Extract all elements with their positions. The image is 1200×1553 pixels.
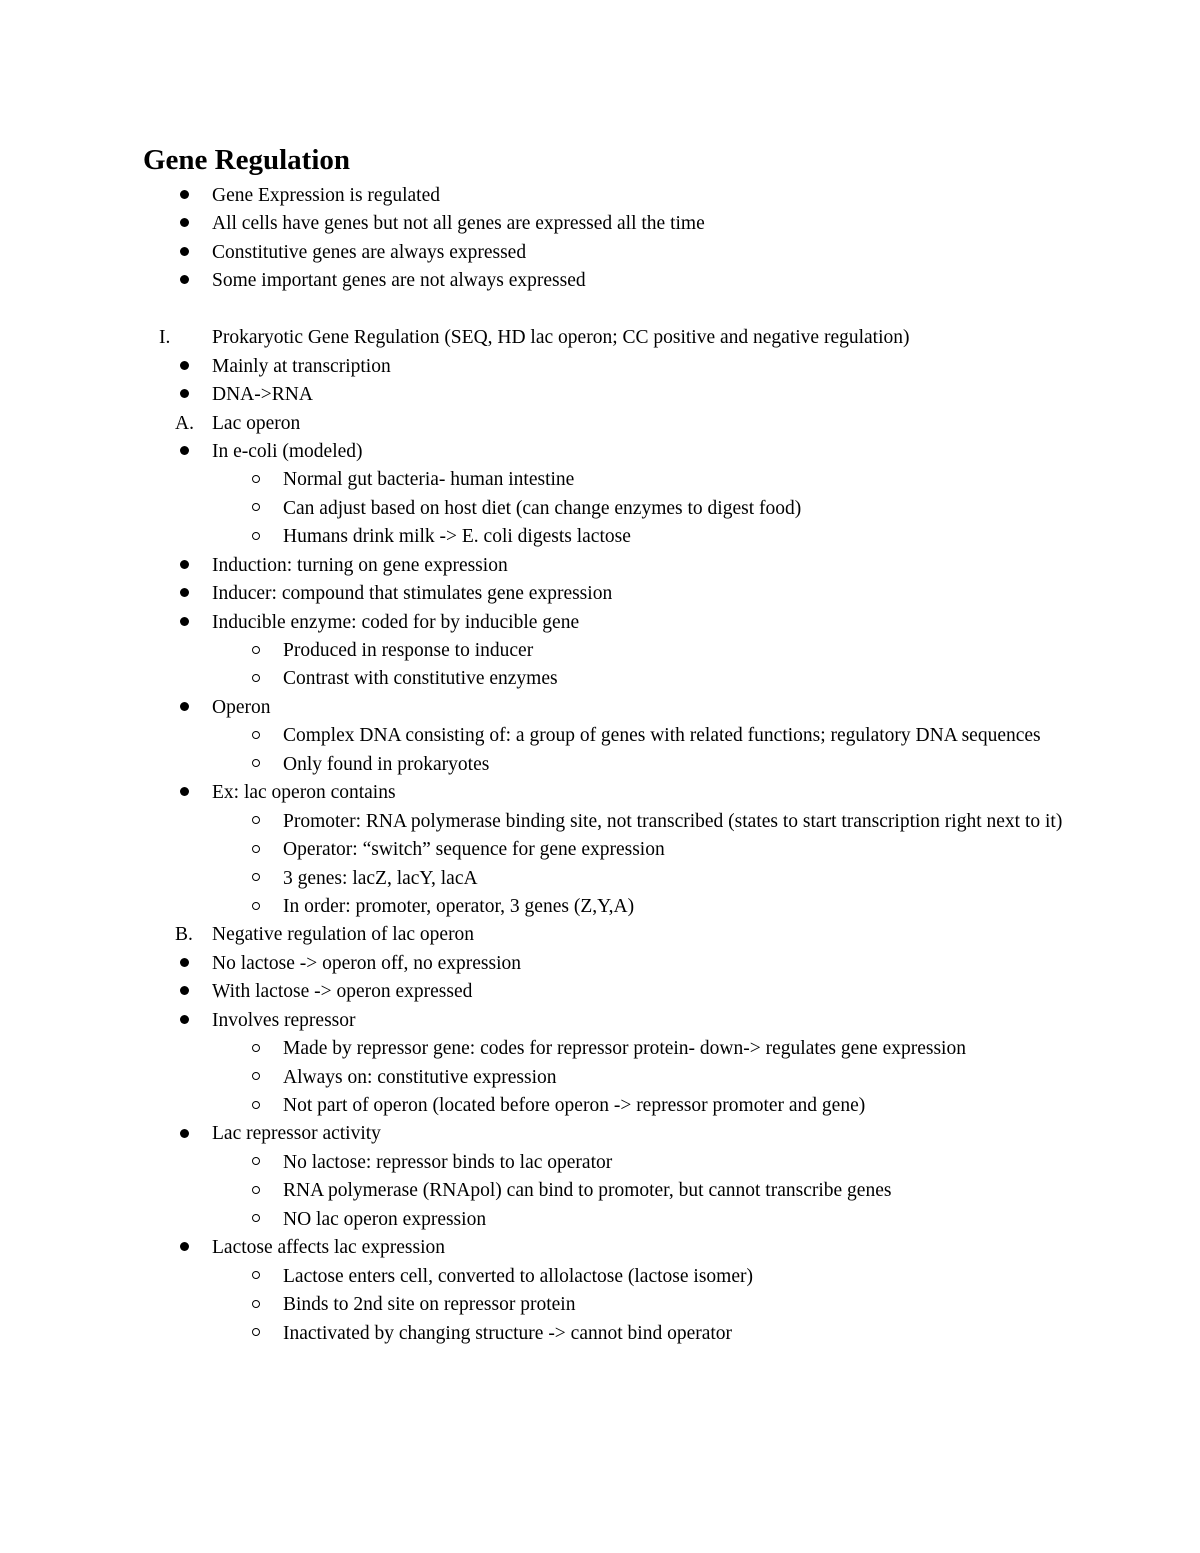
list-item-text: Complex DNA consisting of: a group of genes with related functions; regulatory DNA sequences	[283, 725, 1041, 747]
bullet-icon	[173, 694, 195, 722]
hollow-bullet-icon	[246, 466, 266, 494]
hollow-bullet-icon	[246, 1320, 266, 1348]
bullet-icon	[173, 580, 195, 608]
sub-list-item	[0, 466, 1200, 494]
list-marker: I.	[159, 327, 171, 349]
bullet-icon	[173, 353, 195, 381]
bullet-icon	[173, 438, 195, 466]
list-item-text: DNA->RNA	[212, 384, 313, 406]
list-item-text: No lactose: repressor binds to lac operator	[283, 1151, 613, 1173]
list-item-text: Lac repressor activity	[212, 1123, 381, 1145]
bullet-icon	[173, 1234, 195, 1262]
list-item	[0, 267, 1200, 295]
hollow-bullet-icon	[246, 1206, 266, 1234]
list-marker: A.	[175, 412, 194, 434]
list-item-text: Binds to 2nd site on repressor protein	[283, 1294, 576, 1316]
list-item-text: 3 genes: lacZ, lacY, lacA	[283, 867, 478, 889]
list-item	[0, 1234, 1200, 1262]
hollow-bullet-icon	[246, 722, 266, 750]
list-item-text: Involves repressor	[212, 1009, 356, 1031]
list-item-text: Operator: “switch” sequence for gene expression	[283, 839, 665, 861]
list-item-text: Humans drink milk -> E. coli digests lactose	[283, 526, 631, 548]
hollow-bullet-icon	[246, 1092, 266, 1120]
sub-list-item	[0, 722, 1200, 750]
list-item-text: With lactose -> operon expressed	[212, 981, 473, 1003]
list-item	[0, 1120, 1200, 1148]
bullet-icon	[173, 1007, 195, 1035]
list-item-text: Produced in response to inducer	[283, 640, 534, 661]
list-item	[0, 1007, 1200, 1035]
hollow-bullet-icon	[246, 495, 266, 523]
sub-list-item	[0, 865, 1200, 893]
bullet-icon	[173, 978, 195, 1006]
hollow-bullet-icon	[246, 1064, 266, 1092]
page-title: Gene Regulation	[143, 144, 351, 176]
list-item-text: No lactose -> operon off, no expression	[212, 952, 522, 974]
list-item-text: Made by repressor gene: codes for repressor protein- down-> regulates gene expression	[283, 1038, 966, 1060]
hollow-bullet-icon	[246, 1149, 266, 1177]
bullet-icon	[173, 381, 195, 409]
list-item-text: NO lac operon expression	[283, 1208, 487, 1230]
list-item-text: Contrast with constitutive enzymes	[283, 668, 558, 690]
list-item-text: Can adjust based on host diet (can change enzymes to digest food)	[283, 497, 802, 519]
list-item-text: Gene Expression is regulated	[212, 185, 440, 206]
list-item-text: Only found in prokaryotes	[283, 753, 490, 775]
list-item	[0, 978, 1200, 1006]
sub-list-item	[0, 495, 1200, 523]
bullet-icon	[173, 1120, 195, 1148]
list-item-text: Lac operon	[212, 412, 301, 434]
list-item-text: Operon	[212, 696, 271, 718]
list-item	[0, 438, 1200, 466]
list-item-text: Lactose enters cell, converted to allolactose (lactose isomer)	[283, 1265, 753, 1287]
list-item	[0, 950, 1200, 978]
list-item-text: All cells have genes but not all genes are expressed all the time	[212, 213, 705, 235]
list-item	[0, 779, 1200, 807]
hollow-bullet-icon	[246, 836, 266, 864]
sub-list-item	[0, 1320, 1200, 1348]
list-item-text: Negative regulation of lac operon	[212, 924, 475, 946]
sub-list-item	[0, 665, 1200, 693]
hollow-bullet-icon	[246, 808, 266, 836]
hollow-bullet-icon	[246, 1263, 266, 1291]
list-item-text: RNA polymerase (RNApol) can bind to promoter, but cannot transcribe genes	[283, 1180, 892, 1202]
sub-list-item	[0, 1092, 1200, 1120]
bullet-icon	[173, 182, 195, 210]
list-item-text: In e-coli (modeled)	[212, 440, 363, 462]
sub-list-item	[0, 893, 1200, 921]
hollow-bullet-icon	[246, 637, 266, 665]
list-item	[0, 353, 1200, 381]
bullet-icon	[173, 779, 195, 807]
list-item	[0, 239, 1200, 267]
hollow-bullet-icon	[246, 1035, 266, 1063]
list-item-text: Induction: turning on gene expression	[212, 554, 508, 576]
sub-list-item	[0, 751, 1200, 779]
bullet-icon	[173, 210, 195, 238]
list-item-text: Inactivated by changing structure -> cannot bind operator	[283, 1322, 733, 1344]
hollow-bullet-icon	[246, 893, 266, 921]
hollow-bullet-icon	[246, 865, 266, 893]
list-item-text: Prokaryotic Gene Regulation (SEQ, HD lac operon; CC positive and negative regulation)	[212, 327, 910, 349]
sub-list-item	[0, 1206, 1200, 1234]
list-item	[0, 381, 1200, 409]
sub-list-item	[0, 1064, 1200, 1092]
section-heading	[0, 324, 1200, 352]
section-heading	[0, 921, 1200, 949]
list-item-text: Some important genes are not always expressed	[212, 270, 586, 292]
hollow-bullet-icon	[246, 665, 266, 693]
notes-outline	[0, 182, 1200, 1348]
list-item	[0, 210, 1200, 238]
sub-list-item	[0, 1291, 1200, 1319]
hollow-bullet-icon	[246, 523, 266, 551]
bullet-icon	[173, 239, 195, 267]
list-item	[0, 552, 1200, 580]
sub-list-item	[0, 1263, 1200, 1291]
bullet-icon	[173, 609, 195, 637]
hollow-bullet-icon	[246, 1291, 266, 1319]
sub-list-item	[0, 523, 1200, 551]
list-item-text: Normal gut bacteria- human intestine	[283, 469, 575, 491]
sub-list-item	[0, 637, 1200, 665]
list-item-text: Mainly at transcription	[212, 355, 391, 377]
hollow-bullet-icon	[246, 751, 266, 779]
hollow-bullet-icon	[246, 1177, 266, 1205]
list-item-text: Lactose affects lac expression	[212, 1237, 445, 1259]
list-item-text: Constitutive genes are always expressed	[212, 241, 527, 263]
list-marker: B.	[175, 924, 193, 946]
list-item	[0, 580, 1200, 608]
list-item	[0, 694, 1200, 722]
bullet-icon	[173, 552, 195, 580]
sub-list-item	[0, 1149, 1200, 1177]
list-item-text: Promoter: RNA polymerase binding site, not transcribed (states to start transcription right next to it)	[283, 810, 1063, 832]
sub-list-item	[0, 836, 1200, 864]
sub-list-item	[0, 808, 1200, 836]
sub-list-item	[0, 1177, 1200, 1205]
list-item	[0, 182, 1200, 210]
list-item	[0, 609, 1200, 637]
bullet-icon	[173, 267, 195, 295]
sub-list-item	[0, 1035, 1200, 1063]
list-item-text: Inducible enzyme: coded for by inducible gene	[212, 611, 580, 633]
list-item-text: Ex: lac operon contains	[212, 782, 396, 804]
bullet-icon	[173, 950, 195, 978]
list-item-text: Inducer: compound that stimulates gene expression	[212, 583, 613, 605]
list-item-text: In order: promoter, operator, 3 genes (Z,Y,A)	[283, 895, 635, 917]
section-heading	[0, 410, 1200, 438]
list-item-text: Not part of operon (located before operon -> repressor promoter and gene)	[283, 1095, 866, 1117]
list-item-text: Always on: constitutive expression	[283, 1066, 557, 1088]
